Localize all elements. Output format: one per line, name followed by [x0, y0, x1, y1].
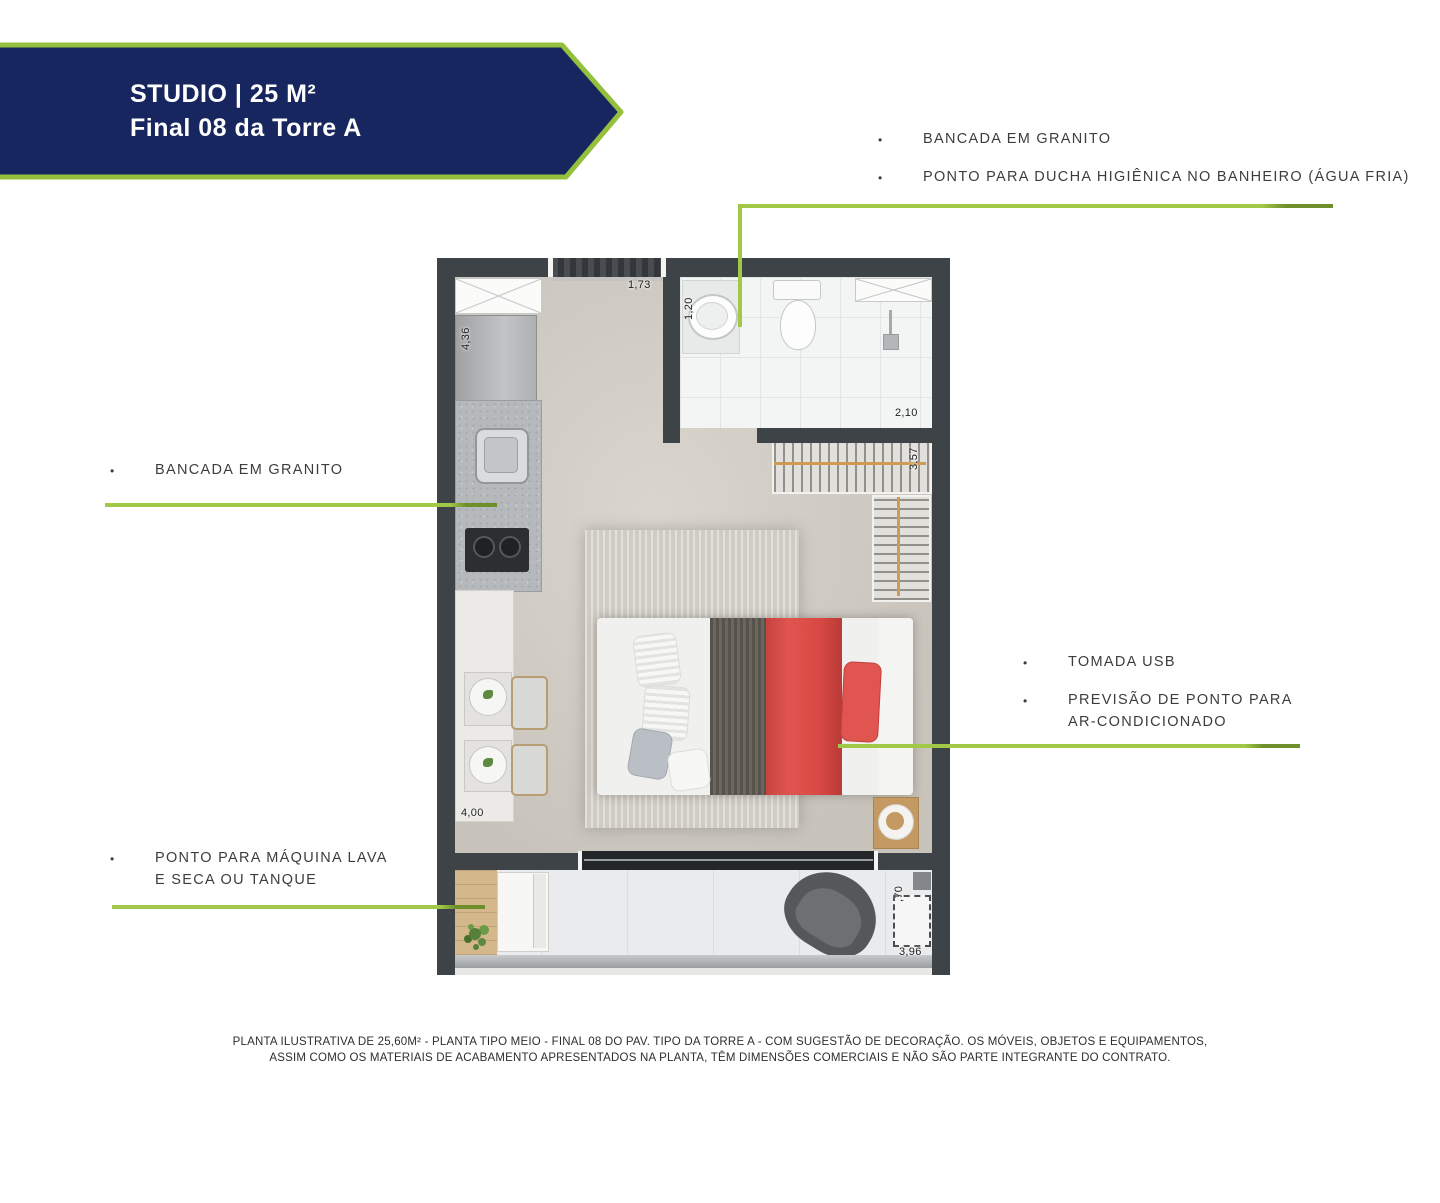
annotation-maquina-lava-line1: PONTO PARA MÁQUINA LAVA	[155, 850, 388, 866]
pillow	[632, 632, 682, 689]
dim-bathroom-length: 2,10	[895, 407, 918, 419]
disclaimer-line1: PLANTA ILUSTRATIVA DE 25,60M² - PLANTA TIPO MEIO - FINAL 08 DO PAV. TIPO DA TORRE A - COM SUGESTÃO DE DECORAÇÃO. OS MÓVEIS, OBJETOS E EQUIPAMENTOS,	[232, 1036, 1208, 1048]
annotation-bancada-granito-cozinha: BANCADA EM GRANITO	[155, 462, 344, 478]
annotation-tomada-usb: TOMADA USB	[1068, 654, 1176, 670]
dim-balcony-length: 3,96	[899, 946, 922, 958]
tank-provision-outline	[893, 895, 931, 947]
banner-text	[130, 42, 362, 180]
bed-duvet	[878, 618, 913, 795]
entry-door-jamb	[661, 258, 666, 277]
balcony-railing	[455, 955, 932, 968]
closet-rod	[774, 462, 926, 465]
dim-bathroom-width: 1,20	[683, 297, 695, 320]
title-banner	[0, 42, 626, 180]
pillow-red-accent	[840, 661, 882, 743]
disclaimer-line2: ASSIM COMO OS MATERIAIS DE ACABAMENTO APRESENTADOS NA PLANTA, TÊM DIMENSÕES COMERCIAIS E NÃO SÃO PARTE INTEGRANTE DO CONTRATO.	[269, 1051, 1171, 1064]
cooktop-burner	[473, 536, 495, 558]
leader-line-bancada-cozinha	[105, 503, 497, 507]
bullet-icon: •	[110, 852, 115, 866]
washing-machine-door	[533, 874, 546, 948]
leader-line-ar-condicionado	[838, 744, 1300, 748]
toilet-brush-handle	[889, 310, 892, 336]
sliding-door-track	[584, 859, 873, 861]
balcony-wood-panel	[455, 870, 497, 955]
annotation-ar-condicionado-line1: PREVISÃO DE PONTO PARA	[1068, 692, 1293, 708]
kitchen-sink-basin	[484, 437, 518, 473]
sliding-door-jamb	[874, 851, 878, 870]
toilet-brush-base	[883, 334, 899, 350]
entry-door	[552, 258, 662, 277]
dim-kitchen-wall: 4,36	[460, 327, 472, 350]
bed-red-runner	[766, 618, 842, 795]
wall-top	[437, 258, 950, 277]
closet-rod	[897, 497, 900, 596]
disclaimer	[220, 1035, 1220, 1066]
wall-balcony-left	[455, 853, 580, 870]
toilet-tank	[773, 280, 821, 300]
leader-line-ducha-horizontal	[740, 204, 1333, 208]
banner-title: STUDIO | 25 M²	[130, 79, 317, 108]
wall-bathroom-bottom	[757, 428, 932, 443]
plate-garnish	[483, 758, 493, 767]
cooktop-burner	[499, 536, 521, 558]
dim-closet-wall: 3,57	[908, 447, 920, 470]
duct-square	[913, 872, 931, 890]
toilet-bowl	[780, 300, 816, 350]
dim-balcony-depth: ,70	[893, 885, 905, 902]
floor-plan	[437, 258, 950, 975]
banner-subtitle: Final 08 da Torre A	[130, 113, 362, 142]
wall-right	[932, 258, 950, 975]
sliding-door-jamb	[578, 851, 582, 870]
potted-plant	[469, 928, 481, 940]
bullet-icon: •	[878, 171, 883, 185]
decor-tray-center	[886, 812, 904, 830]
kitchen-window	[455, 278, 542, 314]
bed-throw-blanket	[710, 618, 766, 795]
dim-entry-width: 1,73	[628, 279, 651, 291]
balcony-railing-edge	[455, 968, 932, 975]
stool	[511, 676, 548, 730]
bullet-icon: •	[1023, 694, 1028, 708]
bathroom-sink-basin	[696, 302, 728, 330]
bullet-icon: •	[878, 133, 883, 147]
annotation-maquina-lava-line2: E SECA OU TANQUE	[155, 872, 318, 888]
wall-left	[437, 258, 455, 975]
dim-living-width: 4,00	[461, 807, 484, 819]
plate-garnish	[483, 690, 493, 699]
leader-line-ducha-vertical	[738, 204, 742, 327]
closet-rack-side	[872, 495, 931, 602]
annotation-bancada-granito-banheiro: BANCADA EM GRANITO	[923, 131, 1112, 147]
bathroom-window	[855, 278, 932, 302]
wall-bathroom-left	[663, 277, 680, 443]
pillow	[626, 727, 674, 781]
annotation-ar-condicionado-line2: AR-CONDICIONADO	[1068, 714, 1227, 730]
stool	[511, 744, 548, 796]
bullet-icon: •	[110, 464, 115, 478]
entry-door-jamb	[548, 258, 553, 277]
annotation-ducha-higienica: PONTO PARA DUCHA HIGIÊNICA NO BANHEIRO (ÁGUA FRIA)	[923, 169, 1410, 185]
wall-balcony-right	[877, 853, 932, 870]
pillow	[666, 747, 711, 792]
bullet-icon: •	[1023, 656, 1028, 670]
leader-line-maquina-lava	[112, 905, 485, 909]
